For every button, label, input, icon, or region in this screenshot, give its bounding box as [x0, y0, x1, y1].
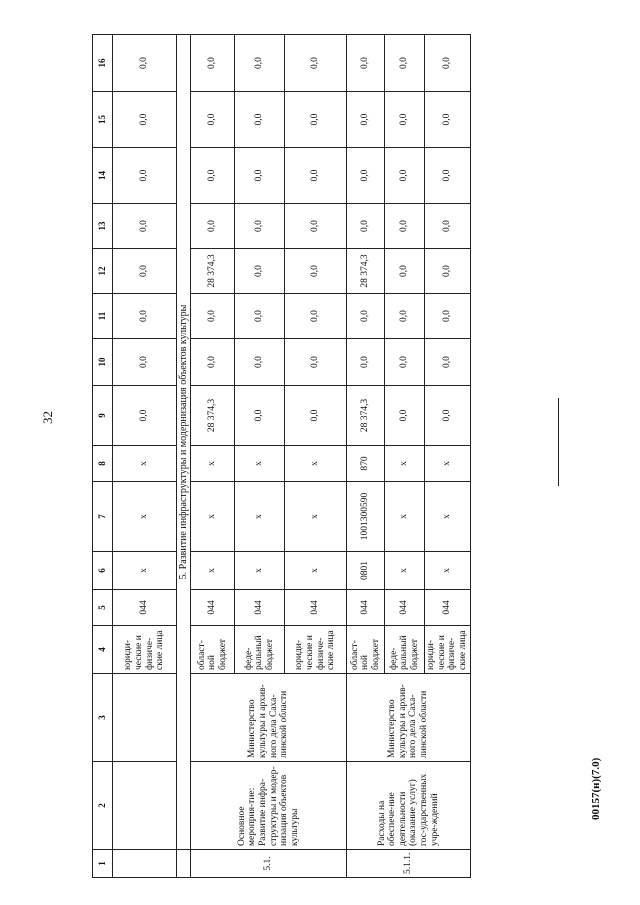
table-cell: 0,0	[385, 339, 425, 386]
table-cell: 0,0	[347, 35, 385, 92]
table-cell: 0,0	[285, 249, 347, 294]
table-cell: 0,0	[113, 249, 177, 294]
table-row	[191, 35, 235, 878]
empty-cell	[113, 762, 177, 850]
table-cell: 0,0	[113, 35, 177, 92]
table-cell: х	[425, 482, 471, 552]
table-cell: 0,0	[385, 249, 425, 294]
table-cell: 044	[385, 590, 425, 626]
table-cell: х	[113, 446, 177, 482]
header-cell: 4	[93, 626, 113, 674]
table-cell: 044	[191, 590, 235, 626]
funding-source: област-ной бюджет	[347, 626, 385, 674]
header-cell: 13	[93, 204, 113, 249]
table-cell: х	[425, 552, 471, 590]
header-row	[93, 35, 113, 878]
document-code: 00157(н)(7.0)	[590, 757, 602, 820]
table-cell: 0,0	[235, 92, 285, 148]
funding-source: юриди-ческие и физиче-ские лица	[425, 626, 471, 674]
table-cell: 0,0	[347, 204, 385, 249]
header-cell: 7	[93, 482, 113, 552]
table-cell: 0,0	[235, 148, 285, 204]
table-cell: 0,0	[347, 92, 385, 148]
funding-source: феде-ральный бюджет	[235, 626, 285, 674]
table-row	[347, 35, 385, 878]
table-cell: 0,0	[385, 92, 425, 148]
table-cell: х	[235, 446, 285, 482]
table-cell: 044	[235, 590, 285, 626]
executor: Министерство культуры и архив-ного дела Саха-линской области	[191, 674, 347, 762]
table-cell: 0,0	[425, 204, 471, 249]
separator-line	[558, 398, 559, 486]
header-cell: 9	[93, 386, 113, 446]
table-cell: 0,0	[235, 339, 285, 386]
header-cell: 11	[93, 294, 113, 339]
funding-source: юриди-ческие и физиче-ские лица	[285, 626, 347, 674]
table-cell: 0,0	[425, 249, 471, 294]
table-row	[113, 35, 177, 878]
table-cell: 0801	[347, 552, 385, 590]
table-cell: 0,0	[425, 339, 471, 386]
table-cell: 0,0	[347, 339, 385, 386]
funding-source: юриди-ческие и физиче-ские лица	[113, 626, 177, 674]
page-number: 32	[40, 411, 55, 424]
funding-source: област-ной бюджет	[191, 626, 235, 674]
table-cell: 0,0	[285, 339, 347, 386]
table-cell: 0,0	[425, 386, 471, 446]
table-cell: 0,0	[347, 294, 385, 339]
header-cell: 10	[93, 339, 113, 386]
table-cell: 870	[347, 446, 385, 482]
table-cell: 0,0	[191, 294, 235, 339]
table-cell: х	[385, 552, 425, 590]
table-cell: 0,0	[385, 148, 425, 204]
table-cell: 28 374,3	[347, 249, 385, 294]
section-row	[177, 35, 191, 878]
measure-number: 5.1.1.	[347, 850, 471, 878]
table-cell: 0,0	[385, 294, 425, 339]
header-cell: 12	[93, 249, 113, 294]
table-cell: 28 374,3	[191, 249, 235, 294]
table-cell: 0,0	[235, 204, 285, 249]
table-cell: 28 374,3	[191, 386, 235, 446]
table-cell: х	[235, 482, 285, 552]
budget-table	[92, 34, 471, 878]
measure-name: Основное мероприя-тие: Развитие инфра-структуры и модер-низация объектов культуры	[191, 762, 347, 850]
table-cell: 044	[285, 590, 347, 626]
table-cell: 0,0	[191, 204, 235, 249]
table-cell: х	[113, 482, 177, 552]
table-cell: 0,0	[425, 92, 471, 148]
table-cell: х	[285, 446, 347, 482]
table-cell: 044	[425, 590, 471, 626]
empty-cell	[113, 850, 177, 878]
table-cell: 0,0	[191, 148, 235, 204]
table-cell: х	[191, 552, 235, 590]
header-cell: 14	[93, 148, 113, 204]
table-cell: 044	[347, 590, 385, 626]
table-cell: 1001300590	[347, 482, 385, 552]
table-cell: 0,0	[235, 294, 285, 339]
table-cell: х	[285, 552, 347, 590]
table-cell: 0,0	[425, 35, 471, 92]
table-cell: 0,0	[191, 35, 235, 92]
table-cell: 0,0	[347, 148, 385, 204]
table-cell: 0,0	[385, 386, 425, 446]
table-cell: х	[425, 446, 471, 482]
table-cell: 0,0	[285, 148, 347, 204]
table-cell: 0,0	[285, 204, 347, 249]
table-cell: 0,0	[285, 294, 347, 339]
header-cell: 15	[93, 92, 113, 148]
table-cell: 0,0	[235, 249, 285, 294]
budget-table-wrapper	[92, 35, 469, 878]
empty-cell	[113, 674, 177, 762]
header-cell: 3	[93, 674, 113, 762]
table-cell: 0,0	[235, 386, 285, 446]
table-cell: 0,0	[113, 204, 177, 249]
table-cell: 0,0	[191, 339, 235, 386]
table-cell: 0,0	[385, 204, 425, 249]
measure-name: Расходы на обеспече-ние деятельности (оказание услуг) гос-ударственных учре-ждений	[347, 762, 471, 850]
table-cell: 0,0	[113, 92, 177, 148]
empty-cell	[177, 850, 191, 878]
table-cell: х	[191, 446, 235, 482]
table-cell: 0,0	[385, 35, 425, 92]
header-cell: 2	[93, 762, 113, 850]
executor: Министерство культуры и архив-ного дела Саха-линской области	[347, 674, 471, 762]
table-cell: 0,0	[285, 35, 347, 92]
table-cell: 0,0	[113, 294, 177, 339]
table-cell: 0,0	[113, 148, 177, 204]
table-cell: 0,0	[113, 386, 177, 446]
header-cell: 16	[93, 35, 113, 92]
table-cell: х	[285, 482, 347, 552]
table-cell: 044	[113, 590, 177, 626]
header-cell: 6	[93, 552, 113, 590]
table-cell: 0,0	[191, 92, 235, 148]
table-cell: х	[385, 482, 425, 552]
table-cell: 0,0	[113, 339, 177, 386]
table-cell: 0,0	[285, 386, 347, 446]
table-cell: х	[235, 552, 285, 590]
measure-number: 5.1.	[191, 850, 347, 878]
funding-source: феде-ральный бюджет	[385, 626, 425, 674]
section-title: 5. Развитие инфраструктуры и модернизация объектов культуры	[177, 35, 191, 850]
table-cell: х	[113, 552, 177, 590]
table-cell: х	[191, 482, 235, 552]
table-cell: 0,0	[235, 35, 285, 92]
table-cell: 28 374,3	[347, 386, 385, 446]
header-cell: 8	[93, 446, 113, 482]
table-cell: х	[385, 446, 425, 482]
table-cell: 0,0	[425, 148, 471, 204]
header-cell: 5	[93, 590, 113, 626]
table-cell: 0,0	[425, 294, 471, 339]
header-cell: 1	[93, 850, 113, 878]
table-cell: 0,0	[285, 92, 347, 148]
